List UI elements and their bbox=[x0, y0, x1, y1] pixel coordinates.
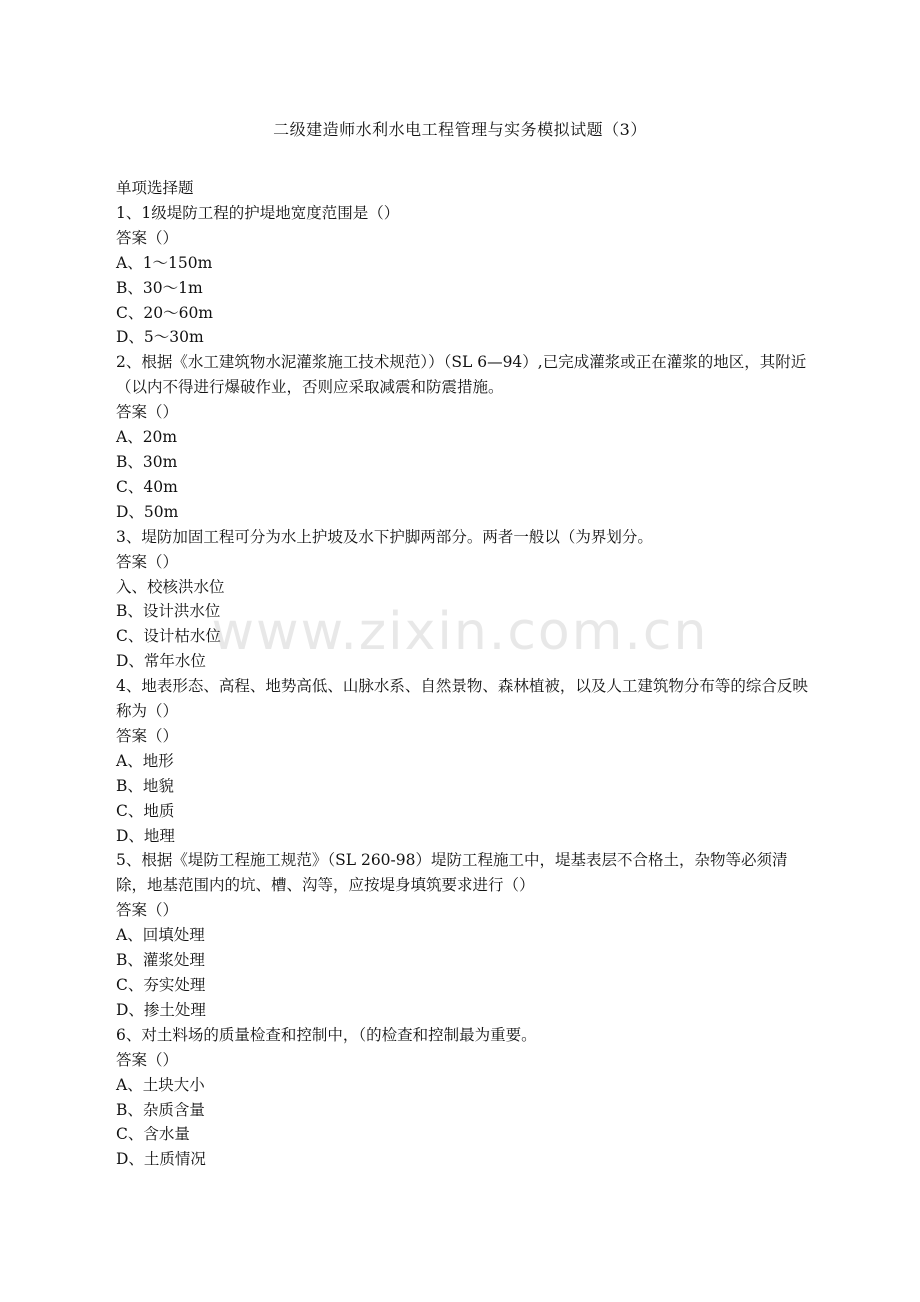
option-b: B、30m bbox=[116, 452, 178, 471]
option-d: D、地理 bbox=[116, 826, 175, 845]
question-stem: 5、根据《堤防工程施工规范》（SL 260-98）堤防工程施工中，堤基表层不合格土，杂物等必须清除，地基范围内的坑、槽、沟等，应按堤身填筑要求进行（） bbox=[116, 851, 788, 895]
option-b: B、灌浆处理 bbox=[116, 951, 205, 970]
answer-line: 答案（） bbox=[116, 552, 179, 571]
option-c: C、地质 bbox=[116, 801, 175, 820]
question-2 bbox=[116, 350, 816, 524]
option-c: C、夯实处理 bbox=[116, 976, 206, 994]
option-a: A、地形 bbox=[116, 751, 174, 770]
option-d: D、常年水位 bbox=[116, 652, 206, 671]
watermark: www.zixin.com.cn bbox=[211, 602, 709, 662]
question-stem: 1、1级堤防工程的护堤地宽度范围是（） bbox=[116, 203, 400, 222]
option-d: D、掺土处理 bbox=[116, 1000, 206, 1019]
option-c: C、40m bbox=[116, 477, 178, 496]
option-b: B、杂质含量 bbox=[116, 1100, 205, 1119]
option-d: D、5～30m bbox=[116, 328, 204, 347]
option-b: B、设计洪水位 bbox=[116, 602, 221, 621]
option-a: A、回填处理 bbox=[116, 926, 205, 945]
option-a: A、1～150m bbox=[116, 253, 213, 272]
document-title: 二级建造师水利水电工程管理与实务模拟试题（3） bbox=[273, 120, 647, 139]
question-stem: 3、堤防加固工程可分为水上护坡及水下护脚两部分。两者一般以（为界划分。 bbox=[116, 527, 653, 546]
question-stem: 2、根据《水工建筑物水泥灌浆施工技术规范））（SL 6—94）,已完成灌浆或正在灌浆的地区，其附近（以内不得进行爆破作业，否则应采取减震和防震措施。 bbox=[116, 353, 807, 397]
question-stem: 6、对土料场的质量检查和控制中，（的检查和控制最为重要。 bbox=[116, 1025, 537, 1044]
answer-line: 答案（） bbox=[116, 726, 179, 745]
option-a: A、土块大小 bbox=[116, 1075, 205, 1094]
option-b: B、地貌 bbox=[116, 776, 174, 795]
question-5 bbox=[116, 848, 816, 1022]
option-c: C、含水量 bbox=[116, 1125, 190, 1144]
answer-line: 答案（） bbox=[116, 228, 179, 247]
document-body bbox=[116, 176, 816, 1172]
option-b: B、30～1m bbox=[116, 278, 203, 297]
section-heading: 单项选择题 bbox=[116, 179, 194, 197]
option-c: C、20～60m bbox=[116, 303, 214, 322]
option-a: A、20m bbox=[116, 428, 178, 447]
question-6 bbox=[116, 1023, 816, 1172]
option-c: C、设计枯水位 bbox=[116, 627, 221, 646]
option-d: D、土质情况 bbox=[116, 1150, 206, 1169]
answer-line: 答案（） bbox=[116, 403, 179, 422]
answer-line: 答案（） bbox=[116, 1050, 179, 1069]
option-d: D、50m bbox=[116, 502, 179, 521]
question-stem: 4、地表形态、高程、地势高低、山脉水系、自然景物、森林植被，以及人工建筑物分布等的综合反映称为（） bbox=[116, 677, 808, 721]
answer-line: 答案（） bbox=[116, 901, 179, 920]
question-1 bbox=[116, 201, 816, 350]
question-4 bbox=[116, 674, 816, 848]
option-a: 入、校核洪水位 bbox=[116, 577, 225, 596]
